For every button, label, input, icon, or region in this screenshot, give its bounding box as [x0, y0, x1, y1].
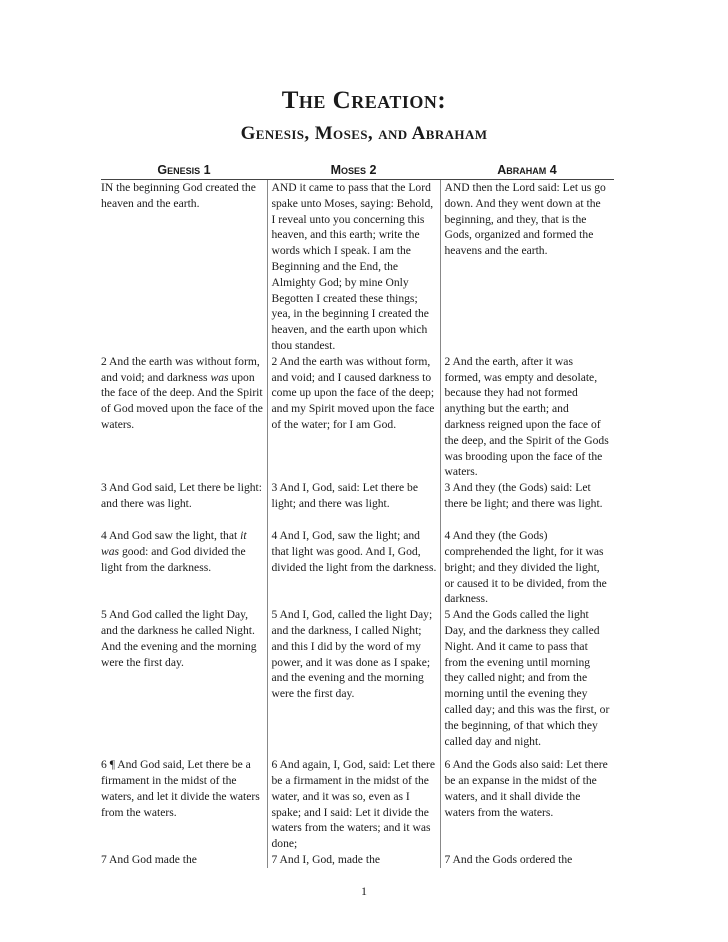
italic-word: was	[210, 370, 229, 384]
genesis-verse: 4 And God saw the light, that it was good: and God divided the light from the darkness.	[101, 529, 247, 574]
column-header-moses: Moses 2	[267, 160, 440, 180]
abraham-verse: AND then the Lord said: Let us go down. And they went down at the beginning, and they, that is the Gods, organized and formed the heavens and the earth.	[444, 181, 606, 258]
page-number: 1	[361, 884, 367, 898]
table-row	[101, 180, 614, 354]
table-row	[101, 607, 614, 757]
genesis-verse: 3 And God said, Let there be light: and there was light.	[101, 481, 262, 510]
table-row	[101, 757, 614, 852]
page-subtitle: Genesis, Moses, and Abraham	[240, 123, 488, 144]
genesis-verse: 6 ¶ And God said, Let there be a firmament in the midst of the waters, and let it divide the waters from the waters.	[101, 758, 260, 819]
abraham-verse: 3 And they (the Gods) said: Let there be light; and there was light.	[444, 481, 603, 510]
table-header-row	[101, 160, 614, 180]
moses-verse: 6 And again, I, God, said: Let there be a firmament in the midst of the water, and it was so, even as I spake; and I said: Let it divide the waters from the waters; and it was done;	[267, 757, 440, 852]
moses-verse: 2 And the earth was without form, and void; and I caused darkness to come up upon the face of the deep; and my Spirit moved upon the face of the water; for I am God.	[267, 354, 440, 480]
genesis-verse: 5 And God called the light Day, and the darkness he called Night. And the evening and the morning were the first day.	[101, 608, 257, 669]
table-row	[101, 528, 614, 607]
genesis-verse: 2 And the earth was without form, and void; and darkness was upon the face of the deep. And the Spirit of God moved upon the face of the waters.	[101, 354, 263, 431]
comparison-table	[101, 160, 614, 868]
table-row	[101, 480, 614, 528]
abraham-verse: 6 And the Gods also said: Let there be an expanse in the midst of the waters, and it shall divide the waters from the waters.	[444, 758, 608, 819]
moses-verse: 5 And I, God, called the light Day; and the darkness, I called Night; and this I did by the word of my power, and it was done as I spake; and the evening and the morning were the first day.	[267, 607, 440, 757]
italic-word: it was	[101, 529, 247, 558]
genesis-verse: 7 And God made the	[101, 852, 197, 866]
column-header-abraham: Abraham 4	[440, 160, 614, 180]
abraham-verse: 5 And the Gods called the light Day, and the darkness they called Night. And it came to pass that from the evening until morning they called night; and from the morning until the evening they called day; and this was the first, or the beginning, of that which they called day and night.	[444, 608, 610, 748]
column-header-genesis: Genesis 1	[101, 160, 267, 180]
abraham-verse: 2 And the earth, after it was formed, was empty and desolate, because they had not formed anything but the earth; and darkness reigned upon the face of the deep, and the Spirit of the Gods was brooding upon the face of the waters.	[444, 354, 609, 479]
moses-verse: 7 And I, God, made the	[267, 852, 440, 868]
abraham-verse: 7 And the Gods ordered the	[444, 852, 573, 866]
moses-verse: 4 And I, God, saw the light; and that light was good. And I, God, divided the light from the darkness.	[267, 528, 440, 607]
genesis-verse: IN the beginning God created the heaven and the earth.	[101, 181, 256, 210]
abraham-verse: 4 And they (the Gods) comprehended the light, for it was bright; and they divided the light, or caused it to be divided, from the darkness.	[444, 529, 607, 606]
moses-verse: 3 And I, God, said: Let there be light; and there was light.	[267, 480, 440, 528]
moses-verse: AND it came to pass that the Lord spake unto Moses, saying: Behold, I reveal unto you concerning this heaven, and this earth; write the words which I speak. I am the Beginning and the End, the Almighty God; by mine Only Begotten I created these things; yea, in the beginning I created the heaven, and the earth upon which thou standest.	[267, 180, 440, 354]
page-title: The Creation:	[281, 87, 447, 114]
table-row	[101, 354, 614, 480]
table-row	[101, 852, 614, 868]
